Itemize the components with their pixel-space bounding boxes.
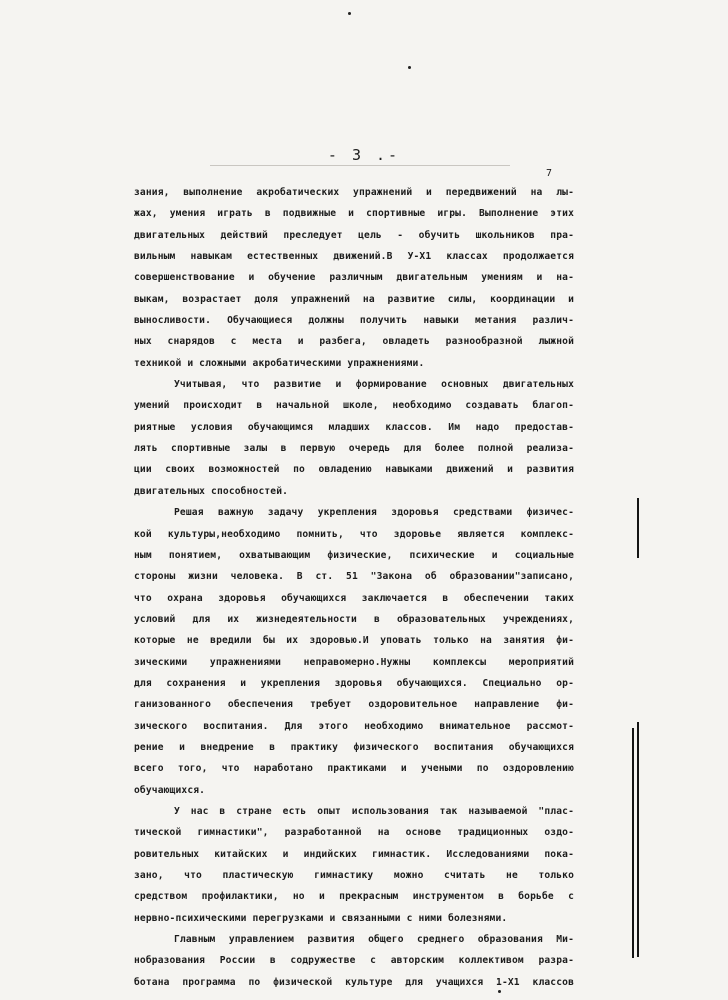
- text-line: жах, умения играть в подвижные и спортивные игры. Выполнение этих: [134, 208, 574, 220]
- text-line: выкам, возрастает доля упражнений на развитие силы, координации и: [134, 293, 574, 305]
- text-line: зического воспитания. Для этого необходимо внимательное рассмот-: [134, 720, 574, 732]
- text-line: нобразования России в содружестве с авторским коллективом разра-: [134, 955, 574, 967]
- scan-speck: [348, 12, 351, 15]
- text-line: вильным навыкам естественных движений.В У-Х1 классах продолжается: [134, 251, 574, 263]
- scan-speck: [408, 66, 411, 69]
- text-line: тической гимнастики", разработанной на основе традиционных оздо-: [134, 827, 574, 839]
- text-line: зано, что пластическую гимнастику можно считать не только: [134, 870, 574, 881]
- text-line: ровительных китайских и индийских гимнастик. Исследованиями пока-: [134, 848, 574, 860]
- text-line: рение и внедрение в практику физического воспитания обучающихся: [134, 741, 574, 753]
- text-line: совершенствование и обучение различным двигательным умениям и на-: [134, 272, 574, 284]
- text-line: зическими упражнениями неправомерно.Нужны комплексы мероприятий: [134, 656, 574, 668]
- text-line: условий для их жизнедеятельности в образовательных учреждениях,: [134, 613, 574, 625]
- text-line: для сохранения и укрепления здоровья обучающихся. Специально ор-: [134, 677, 574, 689]
- text-line: двигательных действий преследует цель - обучить школьников пра-: [134, 229, 574, 241]
- scan-edge-line: [637, 722, 639, 957]
- text-line: ных снарядов с места и разбега, овладеть разнообразной лыжной: [134, 336, 574, 348]
- text-line: лять спортивные залы в первую очередь для более полной реализа-: [134, 443, 574, 455]
- text-line: ции своих возможностей по овладению навыками движений и развития: [134, 464, 574, 476]
- text-line: зания, выполнение акробатических упражнений и передвижений на лы-: [134, 187, 574, 198]
- text-line: средством профилактики, но и прекрасным инструментом в борьбе с: [134, 891, 574, 903]
- text-line: ботана программа по физической культуре для учащихся 1-Х1 классов: [134, 976, 574, 988]
- scan-edge-line: [637, 498, 639, 558]
- text-line: ганизованного обеспечения требует оздоровительное направление фи-: [134, 699, 574, 711]
- scan-edge-line: [632, 728, 634, 958]
- text-line: техникой и сложными акробатическими упражнениями.: [134, 357, 425, 369]
- text-line: ным понятием, охватывающим физические, психические и социальные: [134, 549, 574, 561]
- text-line: У нас в стране есть опыт использования так называемой "плас-: [174, 805, 574, 817]
- text-line: двигательных способностей.: [134, 485, 289, 497]
- text-line: Учитывая, что развитие и формирование основных двигательных: [174, 379, 574, 391]
- text-line: Решая важную задачу укрепления здоровья средствами физичес-: [174, 507, 574, 519]
- corner-mark: 7: [546, 168, 553, 179]
- body-text: [134, 182, 574, 993]
- text-line: обучающихся.: [134, 784, 206, 796]
- text-line: стороны жизни человека. В ст. 51 "Закона об образовании"записано,: [134, 571, 574, 583]
- text-line: выносливости. Обучающиеся должны получить навыки метания различ-: [134, 315, 574, 327]
- text-line: Главным управлением развития общего среднего образования Ми-: [174, 934, 574, 946]
- text-line: которые не вредили бы их здоровью.И уповать только на занятия фи-: [134, 635, 574, 647]
- text-line: нервно-психическими перегрузками и связанными с ними болезнями.: [134, 912, 508, 924]
- text-line: что охрана здоровья обучающихся заключается в обеспечении таких: [134, 592, 574, 604]
- text-line: кой культуры,необходимо помнить, что здоровье является комплекс-: [134, 528, 574, 540]
- text-line: всего того, что наработано практиками и учеными по оздоровлению: [134, 763, 574, 775]
- text-line: умений происходит в начальной школе, необходимо создавать благоп-: [134, 400, 574, 412]
- text-line: риятные условия обучающимся младших классов. Им надо предостав-: [134, 421, 574, 433]
- page-number: - 3 .-: [327, 146, 401, 164]
- scan-edge-line: [210, 165, 510, 166]
